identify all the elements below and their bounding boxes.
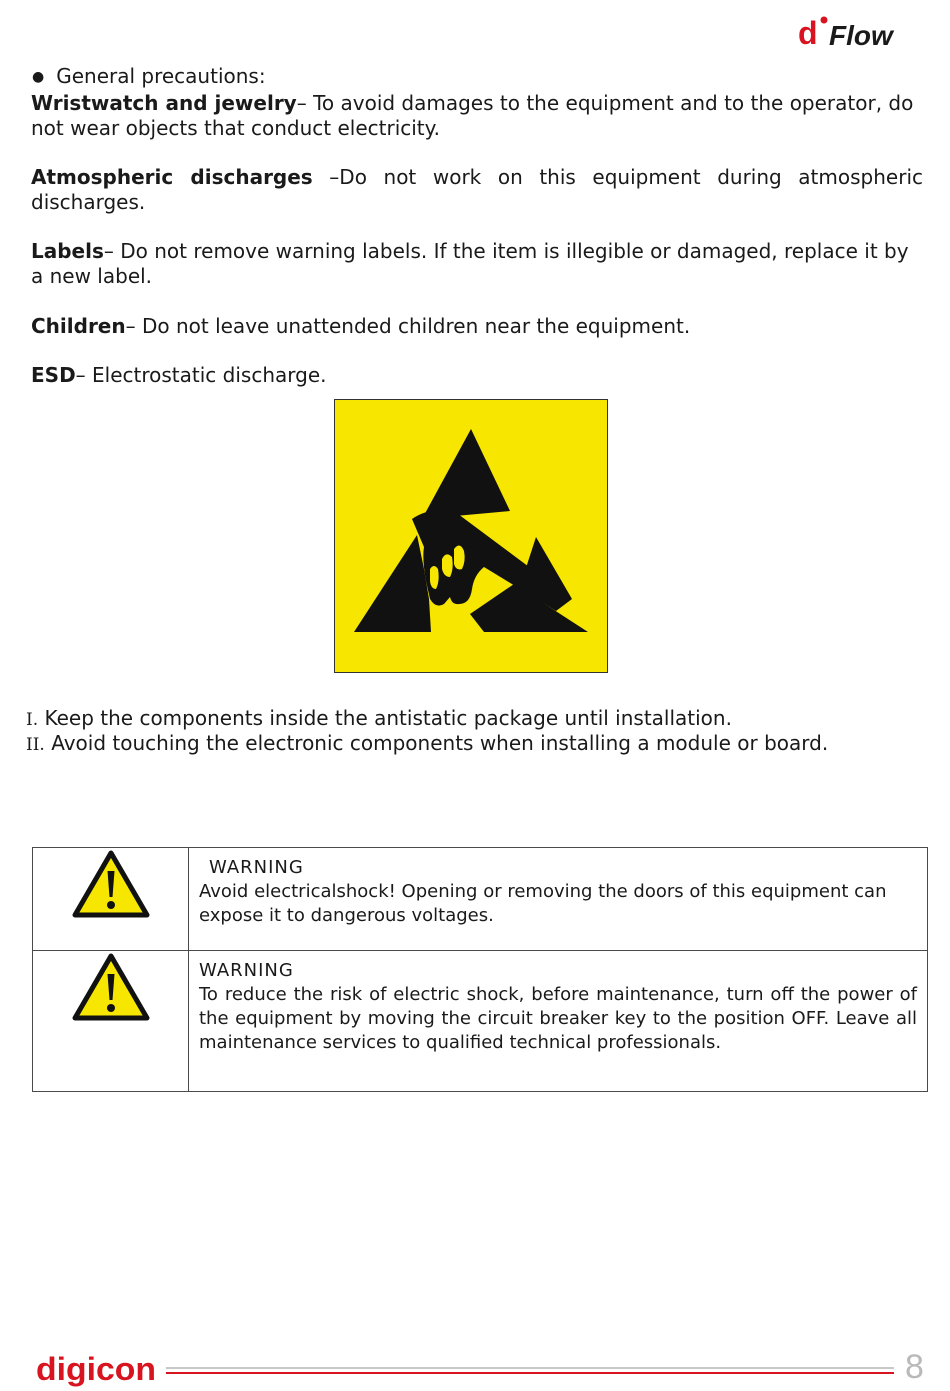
- warning-body: Avoid electricalshock! Opening or removing the doors of this equipment can expose it to dangerous voltages.: [199, 881, 887, 926]
- warning-text-cell: [189, 951, 928, 1092]
- precaution-text: – Do not leave unattended children near the equipment.: [125, 314, 691, 338]
- precaution-term: Labels: [31, 239, 104, 263]
- svg-text:Flow: Flow: [829, 20, 893, 51]
- warning-icon-cell: [33, 951, 189, 1092]
- precaution-children: [31, 314, 923, 339]
- precaution-text: – Electrostatic discharge.: [75, 363, 327, 387]
- precaution-labels: [31, 239, 923, 289]
- warning-text-cell: [189, 848, 928, 951]
- esd-step-2: [26, 731, 828, 758]
- precaution-esd: [31, 363, 923, 388]
- precaution-wristwatch: [31, 91, 923, 141]
- warning-triangle-icon: [71, 952, 151, 1024]
- step-text: Keep the components inside the antistatic package until installation.: [38, 706, 732, 730]
- page-number: 8: [905, 1348, 924, 1386]
- warning-title: WARNING: [209, 857, 304, 878]
- esd-symbol-icon: [334, 399, 608, 673]
- warning-row: [33, 951, 928, 1092]
- esd-step-1: [26, 706, 732, 733]
- warning-body: To reduce the risk of electric shock, before maintenance, turn off the power of the equipment by moving the circuit breaker key to the position OFF. Leave all maintenance services to qualified technical professionals.: [199, 984, 917, 1053]
- precaution-term: ESD: [31, 363, 76, 387]
- precautions-heading: [32, 64, 266, 88]
- footer-divider: [166, 1365, 894, 1377]
- dflow-logo: [796, 12, 916, 52]
- warning-title: WARNING: [199, 960, 294, 981]
- warning-icon-cell: [33, 848, 189, 951]
- precaution-text: – To avoid damages to the equipment and to the operator, do not wear objects that conduct electricity.: [31, 91, 914, 140]
- precaution-text: – Do not remove warning labels. If the item is illegible or damaged, replace it by a new label.: [31, 239, 909, 288]
- precaution-term: Wristwatch and jewelry: [31, 91, 297, 115]
- step-text: Avoid touching the electronic components when installing a module or board.: [44, 731, 829, 755]
- precaution-term: Atmospheric discharges: [31, 165, 313, 189]
- bullet-dot: ●: [32, 69, 45, 85]
- precautions-heading-text: General precautions:: [56, 64, 266, 88]
- precaution-atmospheric: [31, 165, 923, 215]
- step-number: II.: [26, 735, 45, 755]
- step-number: I.: [26, 710, 39, 730]
- svg-text:digicon: digicon: [36, 1351, 156, 1387]
- precaution-term: Children: [31, 314, 126, 338]
- precaution-text: –Do not work on this equipment during atmospheric discharges.: [31, 165, 923, 214]
- digicon-logo: [36, 1348, 160, 1390]
- warning-row: [33, 848, 928, 951]
- warning-table: [32, 847, 928, 1092]
- warning-triangle-icon: [71, 849, 151, 921]
- svg-text:d: d: [798, 15, 818, 51]
